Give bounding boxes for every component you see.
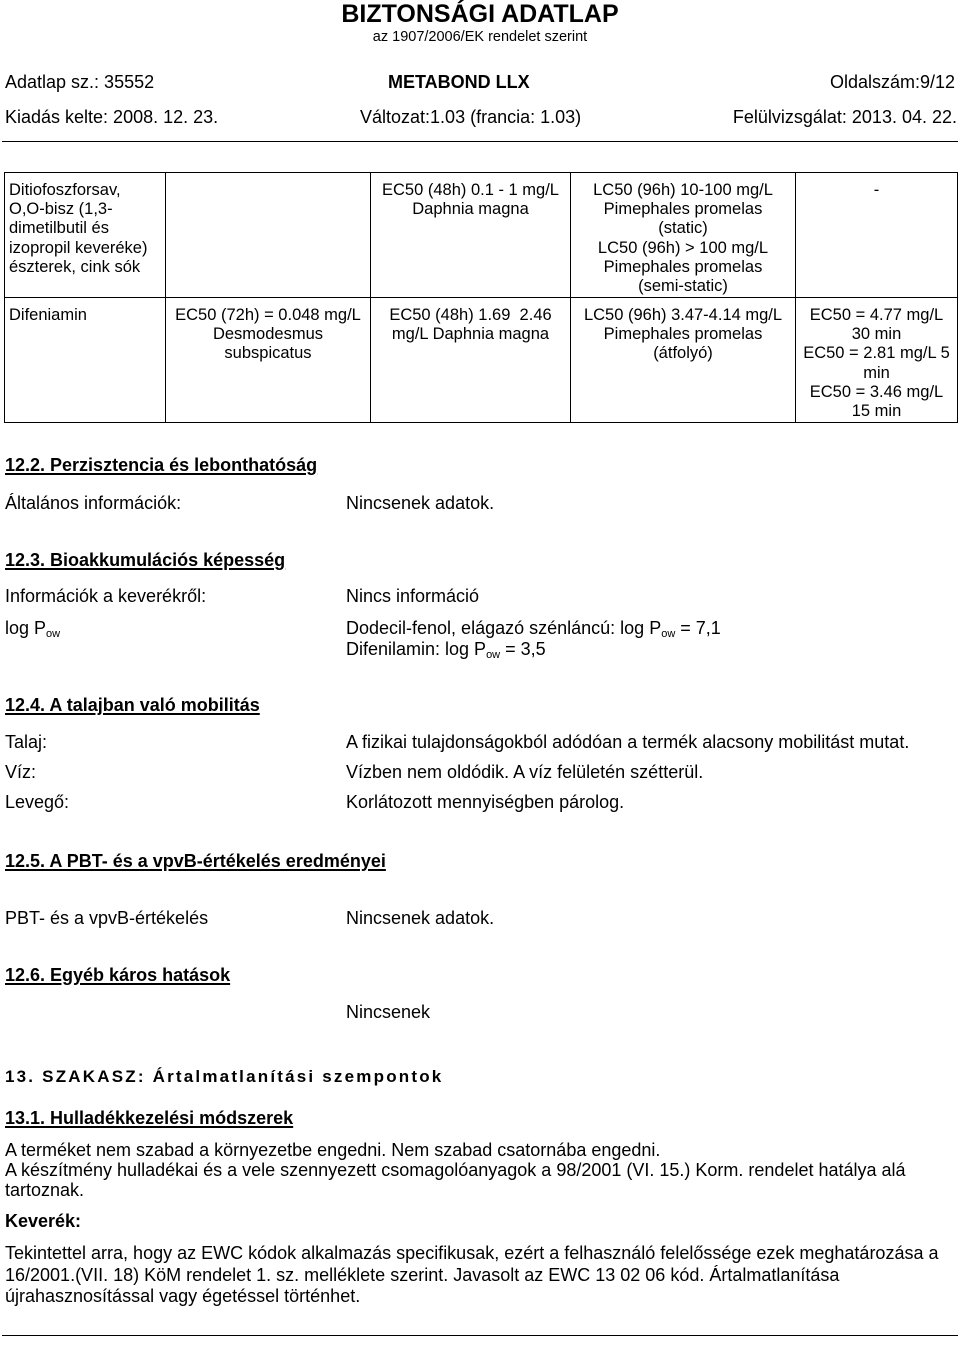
text-line: EC50 = 2.81 mg/L 5 <box>803 344 950 363</box>
section-heading-13-1: 13.1. Hulladékkezelési módszerek <box>5 1108 294 1128</box>
text-line: LC50 (96h) > 100 mg/L <box>597 238 769 257</box>
text-line: Desmodesmus <box>212 325 324 344</box>
soil-value: A fizikai tulajdonságokból adódóan a termék alacsony mobilitást mutat. <box>346 732 910 752</box>
text-line: 15 min <box>851 402 902 421</box>
general-info-value: Nincsenek adatok. <box>346 493 495 513</box>
text-line: Tekintettel arra, hogy az EWC kódok alkalmazás specifikusak, ezért a felhasználó felelőssége ezek meghatározása a <box>5 1243 939 1263</box>
mixture-info-value: Nincs információ <box>346 586 480 606</box>
text-line: (semi-static) <box>638 277 728 296</box>
text-line: Pimephales promelas <box>603 200 763 219</box>
text-line: O,O-bisz (1,3- <box>9 200 113 219</box>
logpow-value-dodecylphenol <box>346 618 721 638</box>
logpow-label-text: log P <box>5 618 47 638</box>
text-line: A készítmény hulladékai és a vele szennyezett csomagolóanyagok a 98/2001 (VI. 15.) Korm. rendelet hatálya alá <box>5 1160 906 1180</box>
table-cell-substance <box>5 173 166 298</box>
page-number: Oldalszám:9/12 <box>829 72 955 92</box>
logpow-label-subscript: ow <box>46 628 61 640</box>
text-line: Pimephales promelas <box>603 325 763 344</box>
text-line: észterek, cink sók <box>9 257 141 276</box>
text-line: - <box>873 181 880 199</box>
water-value: Vízben nem oldódik. A víz felületén szétterül. <box>346 762 704 782</box>
text-line: (static) <box>658 219 708 238</box>
air-value: Korlátozott mennyiségben párolog. <box>346 792 625 812</box>
logpow-value-number: = 3,5 <box>500 639 546 659</box>
text-line: Pimephales promelas <box>603 257 763 276</box>
text-line: subspicatus <box>224 344 312 363</box>
text-line: 30 min <box>851 325 902 344</box>
table-cell <box>371 173 571 298</box>
pbt-label: PBT- és a vpvB-értékelés <box>5 908 209 928</box>
table-cell <box>796 298 958 423</box>
table-row <box>5 173 958 298</box>
text-line: LC50 (96h) 3.47-4.14 mg/L <box>583 306 783 324</box>
logpow-value-subscript: ow <box>486 649 501 661</box>
general-info-label: Általános információk: <box>5 493 182 513</box>
revision-date: Felülvizsgálat: 2013. 04. 22. <box>732 107 957 127</box>
issue-date: Kiadás kelte: 2008. 12. 23. <box>5 107 219 127</box>
text-line: Ditiofoszforsav, <box>9 181 121 199</box>
logpow-value-number: = 7,1 <box>675 618 721 638</box>
table-cell <box>166 173 371 298</box>
table-cell <box>796 173 958 298</box>
table-cell <box>371 298 571 423</box>
text-line: tartoznak. <box>5 1180 85 1200</box>
table-row <box>5 298 958 423</box>
water-label: Víz: <box>5 762 37 782</box>
text-line: EC50 = 4.77 mg/L <box>809 306 944 324</box>
section-heading-12-2: 12.2. Perzisztencia és lebonthatóság <box>5 455 318 475</box>
text-line: EC50 (48h) 1.69 2.46 <box>389 306 552 324</box>
table-cell <box>571 298 796 423</box>
mixture-paragraph <box>5 1243 938 1308</box>
air-label: Levegő: <box>5 792 70 812</box>
section-heading-13: 13. SZAKASZ: Ártalmatlanítási szempontok <box>5 1067 444 1086</box>
footer-divider <box>2 1335 958 1336</box>
text-line: Daphnia magna <box>412 200 529 219</box>
text-line: mg/L Daphnia magna <box>391 325 550 344</box>
text-line: min <box>863 363 890 382</box>
table-cell <box>166 298 371 423</box>
text-line: izopropil keveréke) <box>9 238 148 257</box>
logpow-value-text: Difenilamin: log P <box>346 639 487 659</box>
header-divider <box>2 141 958 142</box>
section-heading-12-6: 12.6. Egyéb káros hatások <box>5 965 231 985</box>
text-line: 16/2001.(VII. 18) KöM rendelet 1. sz. melléklete szerint. Javasolt az EWC 13 02 06 kód. Ártalmatlanítása <box>5 1264 840 1285</box>
logpow-value-diphenylamine <box>346 639 546 659</box>
pbt-value: Nincsenek adatok. <box>346 908 495 928</box>
text-line: A terméket nem szabad a környezetbe engedni. Nem szabad csatornába engedni. <box>5 1140 661 1160</box>
section-heading-12-3: 12.3. Bioakkumulációs képesség <box>5 550 286 570</box>
section-heading-12-4: 12.4. A talajban való mobilitás <box>5 695 260 715</box>
text-line: Difeniamin <box>9 306 87 324</box>
soil-label: Talaj: <box>5 732 48 752</box>
sheet-number: Adatlap sz.: 35552 <box>5 72 155 92</box>
text-line: LC50 (96h) 10-100 mg/L <box>593 181 773 199</box>
document-title: BIZTONSÁGI ADATLAP <box>341 0 619 28</box>
text-line: EC50 (72h) = 0.048 mg/L <box>175 306 361 324</box>
logpow-value-subscript: ow <box>661 628 676 640</box>
text-line: újrahasznosítással vagy égetéssel történhet. <box>5 1286 361 1306</box>
document-subtitle: az 1907/2006/EK rendelet szerint <box>372 29 588 45</box>
text-line: EC50 = 3.46 mg/L <box>809 382 944 401</box>
logpow-value-text: Dodecil-fenol, elágazó szénláncú: log P <box>346 618 662 638</box>
table-cell-substance <box>5 298 166 423</box>
disposal-paragraph <box>5 1140 906 1200</box>
logpow-label <box>5 618 60 638</box>
mixture-info-label: Információk a keverékről: <box>5 586 207 606</box>
text-line: dimetilbutil és <box>9 219 109 238</box>
text-line: EC50 (48h) 0.1 - 1 mg/L <box>381 181 559 199</box>
mixture-label: Keverék: <box>5 1211 82 1231</box>
ecotoxicity-table <box>4 172 958 423</box>
text-line: (átfolyó) <box>653 344 713 363</box>
product-name: METABOND LLX <box>388 72 530 92</box>
other-effects-value: Nincsenek <box>346 1002 431 1022</box>
section-heading-12-5: 12.5. A PBT- és a vpvB-értékelés eredményei <box>5 851 386 871</box>
version: Változat:1.03 (francia: 1.03) <box>360 107 582 127</box>
table-cell <box>571 173 796 298</box>
